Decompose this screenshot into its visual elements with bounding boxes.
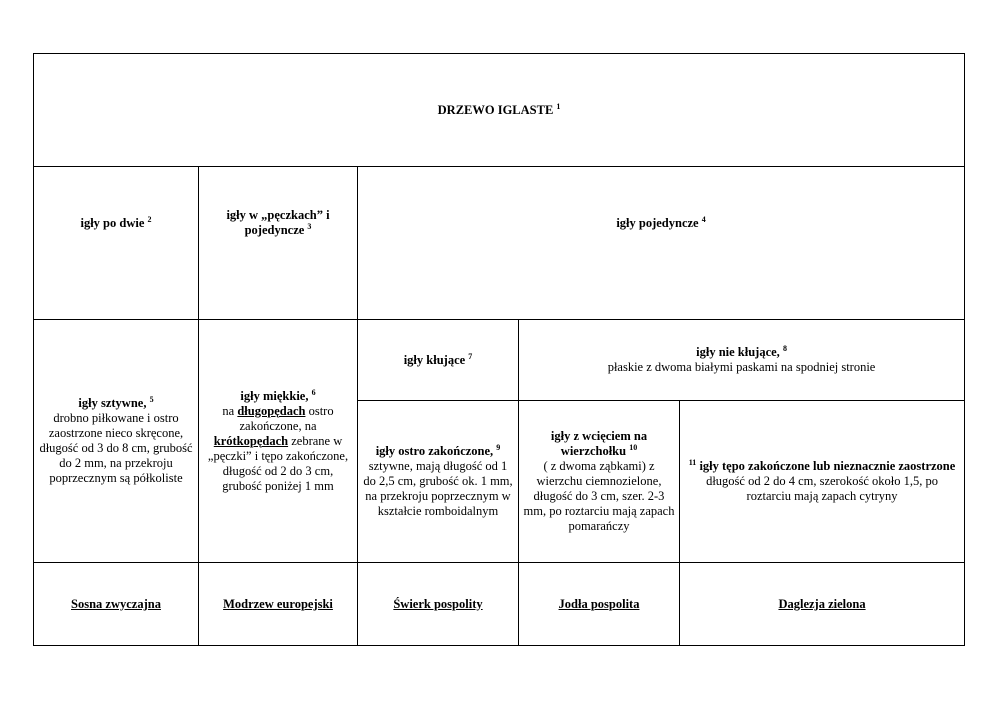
not-prickly-detail: płaskie z dwoma białymi paskami na spodniej stronie [607,360,876,374]
fir-text: ( z dwoma ząbkami) z wierzchu ciemnozielone, długość do 3 cm, szer. 2-3 mm, po roztarciu mają zapach pomarańczy [523,459,675,533]
header-needles-clusters [199,167,358,320]
pine-footnote: 5 [149,394,154,404]
species-spruce-cell [358,563,519,646]
prickly-footnote: 7 [468,351,473,361]
species-larch-cell [199,563,358,646]
prickly-label: igły kłujące [403,352,466,367]
species-fir: Jodła pospolita [558,596,640,611]
description-douglas [680,401,965,563]
description-larch [199,320,358,563]
larch-lead: igły miękkie, [240,388,309,403]
spruce-lead: igły ostro zakończone, [375,444,494,458]
douglas-text: długość od 2 do 4 cm, szerokość około 1,5, po roztarciu mają zapach cytryny [706,474,938,503]
larch-term-long-shoots: długopędach [237,403,306,418]
larch-term-short-shoots: krótkopędach [213,433,289,448]
conifer-key-table [33,53,965,646]
pine-text: drobno piłkowane i ostro zaostrzone nieco skręcone, długość od 3 do 8 cm, grubość do 2 mm, na przekroju poprzecznym są półkoliste [39,411,193,485]
needles-pairs-footnote: 2 [147,214,152,224]
spruce-text: sztywne, mają długość od 1 do 2,5 cm, grubość ok. 1 mm, na przekroju poprzecznym w kształcie romboidalnym [363,459,513,518]
needles-clusters-footnote: 3 [307,221,312,231]
description-fir [519,401,680,563]
spruce-footnote: 9 [496,442,501,452]
needles-pairs-label: igły po dwie [80,215,145,230]
larch-footnote: 6 [311,387,316,397]
species-pine-cell [34,563,199,646]
species-spruce: Świerk pospolity [393,596,483,611]
needles-single-label: igły pojedyncze [616,215,699,230]
description-spruce [358,401,519,563]
fir-lead: igły z wcięciem na wierzchołku [550,429,648,458]
header-not-prickly [519,320,965,401]
title-cell [34,54,965,167]
header-needles-pairs [34,167,199,320]
needles-clusters-label: igły w „pęczkach” i pojedyncze [226,208,330,237]
not-prickly-label: igły nie kłujące, [696,345,780,359]
header-prickly [358,320,519,401]
fir-footnote: 10 [629,442,638,452]
needles-single-footnote: 4 [701,214,706,224]
table-title: DRZEWO IGLASTE [437,102,554,117]
species-pine: Sosna zwyczajna [71,596,161,611]
title-footnote: 1 [556,101,561,111]
pine-lead: igły sztywne, [78,396,147,410]
species-fir-cell [519,563,680,646]
douglas-lead: igły tępo zakończone lub nieznacznie zaostrzone [699,459,956,473]
larch-text-1: na [222,403,235,418]
species-douglas-cell [680,563,965,646]
not-prickly-footnote: 8 [782,343,787,353]
header-needles-single [358,167,965,320]
species-douglas: Daglezja zielona [778,596,866,611]
larch-text-3: zebrane w „pęczki” i tępo zakończone, długość od 2 do 3 cm, grubość poniżej 1 mm [207,433,349,493]
description-pine [34,320,199,563]
larch-text-2: ostro zakończone, na [239,403,334,433]
species-larch: Modrzew europejski [223,596,333,611]
douglas-footnote: 11 [688,457,697,467]
